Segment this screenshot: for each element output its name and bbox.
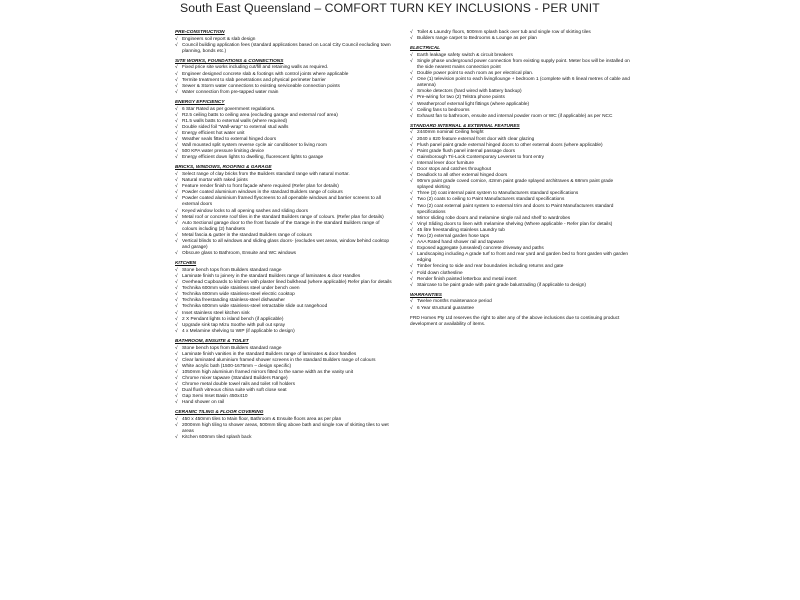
tick-icon: √ xyxy=(175,251,178,257)
section-heading: PRE-CONSTRUCTION xyxy=(175,30,225,35)
item-text: Weatherproof external light fittings (where applicable) xyxy=(417,101,530,107)
tick-icon: √ xyxy=(175,77,178,83)
tick-icon: √ xyxy=(410,179,413,185)
item-text: Earth leakage safety switch & circuit breakers xyxy=(417,52,513,58)
tick-icon: √ xyxy=(175,273,178,279)
section-heading: KITCHEN xyxy=(175,261,197,267)
tick-icon: √ xyxy=(410,101,413,107)
section-heading: ENERGY EFFICIENCY xyxy=(175,99,225,105)
tick-icon: √ xyxy=(175,143,178,149)
tick-icon: √ xyxy=(175,190,178,196)
list-item xyxy=(410,77,630,89)
right-column xyxy=(410,30,630,328)
tick-icon: √ xyxy=(175,89,178,95)
item-text: Mirror sliding robe doors and melamine single rail and shelf to wardrobes xyxy=(417,215,571,221)
item-text: Single phase underground power connection from existing supply point. Meter box will be installed on the side nearest mains connection point xyxy=(417,58,630,70)
tick-icon: √ xyxy=(175,322,178,328)
tick-icon: √ xyxy=(410,136,413,142)
tick-icon: √ xyxy=(410,52,413,58)
item-text: Render finish painted letterbox and metal insert xyxy=(417,276,517,282)
item-text: Exhaust fan to bathroom, ensuite and internal powder room or WC (if applicable) as per NCC xyxy=(417,113,613,119)
tick-icon: √ xyxy=(175,178,178,184)
item-text: Internal lever door furniture xyxy=(417,160,475,166)
item-text: Inset stainless steel kitchen sink xyxy=(182,310,250,316)
tick-icon: √ xyxy=(410,95,413,101)
item-text: Landscaping including A grade turf to front and rear yard and garden bed to front garden with garden edging xyxy=(417,252,628,264)
item-text: Select range of clay bricks from the Builders standard range with natural mortar. xyxy=(182,171,350,177)
tick-icon: √ xyxy=(175,292,178,298)
item-text: Water connection from pre-tapped water main xyxy=(182,89,279,95)
tick-icon: √ xyxy=(410,77,413,83)
item-text: Obscure glass to Bathroom, Ensuite and WC windows xyxy=(182,251,297,257)
tick-icon: √ xyxy=(175,149,178,155)
item-text: Stone bench tops from Builders standard range xyxy=(182,267,282,273)
tick-icon: √ xyxy=(175,280,178,286)
section-heading: STANDARD INTERNAL & EXTERNAL FEATURES xyxy=(410,123,520,129)
section-bathroom-ensuite-and-toilet xyxy=(175,339,395,407)
tick-icon: √ xyxy=(175,400,178,406)
disclaimer: FRD Homes Pty Ltd reserves the right to alter any of the above inclusions due to continuing product development or availability of items. xyxy=(410,315,620,327)
item-text: Exposed aggregate (unsealed) concrete driveway and paths xyxy=(417,246,544,252)
item-text: Engineer designed concrete slab & footings with control joints where applicable xyxy=(182,71,349,77)
tick-icon: √ xyxy=(175,137,178,142)
tick-icon: √ xyxy=(175,71,178,77)
item-text: Builders range carpet to Bedrooms & Lounge as per plan xyxy=(417,36,537,42)
tick-icon: √ xyxy=(410,276,413,282)
tick-icon: √ xyxy=(175,155,178,161)
tiling-continued xyxy=(410,30,630,42)
tick-icon: √ xyxy=(175,351,178,357)
section-heading: CERAMIC TILING & FLOOR COVERING xyxy=(175,410,264,416)
list-item xyxy=(175,329,395,335)
tick-icon: √ xyxy=(410,166,413,172)
list-item xyxy=(175,155,395,161)
tick-icon: √ xyxy=(175,388,178,394)
item-text: Pre-wiring for two (2) Telstra phone points xyxy=(417,95,505,101)
right-sections xyxy=(410,46,630,311)
item-text: Vinyl Sliding doors to linen with melamine shelving (Where applicable - Refer plan for details) xyxy=(417,221,613,227)
tick-icon: √ xyxy=(175,328,178,334)
tick-icon: √ xyxy=(410,264,413,270)
item-text: Paint grade flush panel internal passage doors xyxy=(417,148,515,154)
item-text: Fold down clothesline xyxy=(417,270,463,276)
item-text: Deadlock to all other external hinged doors xyxy=(417,173,508,179)
section-site-works-foundations-and-connections xyxy=(175,59,395,96)
tick-icon: √ xyxy=(175,112,178,118)
tick-icon: √ xyxy=(175,382,178,388)
tick-icon: √ xyxy=(410,270,413,276)
list-item xyxy=(175,43,395,55)
item-text: Three (3) coat internal paint system to Manufacturers standard specifications xyxy=(417,191,579,197)
item-text: Timber fencing to side and rear boundaries including returns and gate xyxy=(417,264,564,270)
item-text: Chrome metal double towel rails and toilet roll holders xyxy=(182,382,296,388)
list-item xyxy=(175,400,395,406)
item-text: Door stops and catches throughout xyxy=(417,166,491,172)
tick-icon: √ xyxy=(175,363,178,369)
page-title: South East Queensland – COMFORT TURN KEY INCLUSIONS - PER UNIT xyxy=(180,1,600,15)
list-item xyxy=(175,239,395,251)
tick-icon: √ xyxy=(175,83,178,89)
tick-icon: √ xyxy=(175,65,178,71)
item-text: Energy efficient hot water unit xyxy=(182,130,245,136)
section-bricks-windows-roofing-and-garage xyxy=(175,165,395,257)
item-text: 2440mm nominal Ceiling height xyxy=(417,130,484,136)
list-item xyxy=(410,36,630,42)
list-item xyxy=(410,283,630,289)
item-text: Feature render finish to front façade where required (Refer plan for details) xyxy=(182,184,339,190)
list-item xyxy=(410,204,630,216)
item-text: Laminate finish vanities in the standard Builders range of laminates & door handles xyxy=(182,351,357,357)
list-item xyxy=(175,423,395,435)
list-item xyxy=(410,306,630,312)
list-item xyxy=(175,90,395,96)
item-text: Auto Sectional garage door to the front facade of the Garage in the standard Builders range of colours including (2) handsets xyxy=(182,220,380,232)
item-text: Technika 600mm wide stainless-steel electric cooktop xyxy=(182,292,295,298)
tick-icon: √ xyxy=(175,124,178,130)
section-heading: SITE WORKS, FOUNDATIONS & CONNECTIONS xyxy=(175,58,284,64)
tick-icon: √ xyxy=(410,215,413,221)
tick-icon: √ xyxy=(175,214,178,220)
tick-icon: √ xyxy=(410,305,413,311)
tick-icon: √ xyxy=(410,203,413,209)
tick-icon: √ xyxy=(175,118,178,124)
item-text: R2.5 ceiling batts to ceiling area (excluding garage and external roof area) xyxy=(182,112,338,118)
item-text: 500 KPA water pressure limiting device xyxy=(182,149,265,155)
item-text: Ceiling fans to bedrooms xyxy=(417,107,470,113)
list-item xyxy=(175,251,395,257)
tick-icon: √ xyxy=(175,42,178,48)
section-energy-efficiency xyxy=(175,100,395,161)
item-text: Weather seals fitted to external hinged doors xyxy=(182,137,277,142)
tick-icon: √ xyxy=(175,267,178,273)
tick-icon: √ xyxy=(410,107,413,113)
tick-icon: √ xyxy=(175,232,178,238)
item-text: 6 Year structural guarantee xyxy=(417,305,475,311)
tick-icon: √ xyxy=(175,286,178,292)
section-heading: BATHROOM, ENSUITE & TOILET xyxy=(175,338,249,344)
tick-icon: √ xyxy=(410,240,413,246)
tick-icon: √ xyxy=(175,239,178,244)
item-text: 45 litre freestanding stainless Laundry tub xyxy=(417,227,505,233)
tick-icon: √ xyxy=(175,417,178,423)
list-item xyxy=(410,59,630,71)
tick-icon: √ xyxy=(410,252,413,258)
section-electrical xyxy=(410,46,630,120)
item-text: Upgrade sink tap Mizu Soothe with pull out spray xyxy=(182,322,285,328)
tick-icon: √ xyxy=(175,298,178,304)
item-text: White acrylic bath (1500-1675mm – design specific) xyxy=(182,363,292,369)
list-item xyxy=(410,252,630,264)
tick-icon: √ xyxy=(410,58,413,64)
section-pre-construction xyxy=(175,30,395,55)
section-warranties xyxy=(410,293,630,312)
item-text: Wall mounted split system reverse cycle air conditioner to living room xyxy=(182,143,328,149)
tick-icon: √ xyxy=(175,316,178,322)
item-text: Chrome mixer tapware (Standard Builders Range) xyxy=(182,375,288,381)
tick-icon: √ xyxy=(410,197,413,203)
tick-icon: √ xyxy=(410,227,413,233)
item-text: Two (2) coat external paint system to external trim and doors to Paint Manufacturers standard specifications xyxy=(417,203,614,215)
item-text: Technika 600mm wide stainless-steel retractable slide out rangehood xyxy=(182,304,328,310)
tick-icon: √ xyxy=(410,246,413,252)
item-text: Dual flush vitreous china suite with soft close seat xyxy=(182,388,287,394)
item-text: Flush panel paint grade external hinged doors to other external doors (where applicable) xyxy=(417,142,603,148)
section-kitchen xyxy=(175,261,395,335)
list-item xyxy=(410,114,630,120)
list-item xyxy=(410,179,630,191)
tick-icon: √ xyxy=(410,89,413,95)
tick-icon: √ xyxy=(175,435,178,441)
item-text: Engineers soil report & slab design xyxy=(182,36,256,42)
tick-icon: √ xyxy=(175,106,178,112)
item-text: Keyed window locks to all opening sashes and sliding doors xyxy=(182,208,308,214)
item-text: Stone bench tops from Builders standard range xyxy=(182,345,282,351)
item-text: Fixed price site works including cut/fill and retaining walls as required. xyxy=(182,65,329,71)
item-text: 2040 x 820 feature external front door with clear glazing xyxy=(417,136,535,142)
item-text: Council building application fees (standard applications based on Local City Council excluding town planning, bonds etc.) xyxy=(182,42,391,54)
section-heading: BRICKS, WINDOWS, ROOFING & GARAGE xyxy=(175,165,272,171)
tick-icon: √ xyxy=(175,357,178,363)
tick-icon: √ xyxy=(410,142,413,148)
item-text: 2000mm high tiling to shower areas, 500mm tiling above bath and single row of skirting tiles to wet areas xyxy=(182,423,389,435)
list-item xyxy=(175,196,395,208)
item-text: Kitchen 600mm tiled splash back xyxy=(182,435,252,441)
item-text: Hand shower on rail xyxy=(182,400,225,406)
tick-icon: √ xyxy=(410,160,413,166)
tick-icon: √ xyxy=(175,171,178,177)
item-text: Laminate finish to joinery in the standard Builders range of laminates & door Handles xyxy=(182,273,361,279)
tick-icon: √ xyxy=(175,369,178,375)
item-text: Toilet & Laundry floors, 500mm splash back over tub and single row of skirting tiles xyxy=(417,30,591,35)
item-text: 6 Star Rated as per government regulations. xyxy=(182,106,276,112)
item-text: Clear laminated aluminium framed shower screens in the standard Builders range of colours xyxy=(182,357,376,363)
tick-icon: √ xyxy=(410,71,413,77)
tick-icon: √ xyxy=(175,345,178,351)
left-column xyxy=(175,30,395,445)
tick-icon: √ xyxy=(410,30,413,35)
tick-icon: √ xyxy=(410,36,413,42)
tick-icon: √ xyxy=(410,282,413,288)
item-text: Technika freestanding stainless-steel dishwasher xyxy=(182,298,285,304)
tick-icon: √ xyxy=(410,299,413,305)
section-standard-internal-and-external-features xyxy=(410,124,630,289)
item-text: One (1) television point to each living/lounge + bedroom 1 (complete with 6 lineal metres of cable and antenna) xyxy=(417,77,630,89)
tick-icon: √ xyxy=(175,220,178,226)
item-text: Termite treatment to slab penetrations and physical perimeter barrier xyxy=(182,77,326,83)
tick-icon: √ xyxy=(175,394,178,400)
item-text: Staircase to be paint grade with paint grade balustrading (if applicable to design) xyxy=(417,282,586,288)
item-text: Metal fascia & gutter in the standard Builders range of colours xyxy=(182,232,312,238)
tick-icon: √ xyxy=(410,173,413,179)
tick-icon: √ xyxy=(175,423,178,429)
item-text: 2 X Pendant lights to island bench (if applicable) xyxy=(182,316,284,322)
item-text: Metal roof or concrete roof tiles in the standard Builders range of colours. (Refer plan for details) xyxy=(182,214,384,220)
tick-icon: √ xyxy=(410,130,413,136)
item-text: Two (2) coats to ceiling to Paint Manufacturers standard specifications xyxy=(417,197,565,203)
tick-icon: √ xyxy=(175,208,178,214)
item-text: Natural mortar with raked joints xyxy=(182,178,248,184)
tick-icon: √ xyxy=(175,310,178,316)
item-text: Powder coated aluminium windows in the standard Builders range of colours xyxy=(182,190,343,196)
item-text: Smoke detectors (hard wired with battery backup) xyxy=(417,89,522,95)
item-text: 1050mm high aluminium framed mirrors fitted to the same width as the vanity unit xyxy=(182,369,354,375)
item-text: Two (2) external garden hose taps xyxy=(417,234,490,239)
tick-icon: √ xyxy=(410,191,413,197)
section-heading: WARRANTIES xyxy=(410,292,442,298)
item-text: Sewer & Storm water connections to existing serviceable connection points xyxy=(182,83,340,89)
tick-icon: √ xyxy=(410,113,413,119)
list-item xyxy=(175,435,395,441)
item-text: 90mm paint grade coved cornice, 42mm paint grade splayed architraves & 68mm paint grade splayed skirting xyxy=(417,179,614,191)
item-text: AAA Rated hand shower rail and tapware xyxy=(417,240,504,246)
item-text: Double power point to each room as per electrical plan. xyxy=(417,71,534,77)
tick-icon: √ xyxy=(410,154,413,160)
item-text: Powder coated aluminium framed flyscreens to all openable windows and barrier screens to all external doors xyxy=(182,196,381,208)
list-item xyxy=(175,221,395,233)
section-ceramic-tiling-and-floor-covering xyxy=(175,410,395,441)
item-text: Twelve months maintenance period xyxy=(417,299,492,305)
item-text: Technika 600mm wide stainless steel under bench oven xyxy=(182,286,300,292)
tick-icon: √ xyxy=(410,148,413,154)
tick-icon: √ xyxy=(175,196,178,202)
item-text: 450 x 450mm tiles to Main floor, Bathroom & Ensuite floors area as per plan xyxy=(182,417,342,423)
tick-icon: √ xyxy=(175,375,178,381)
item-text: Double sided foil "Wall-wrap" to external stud walls xyxy=(182,124,289,130)
item-text: 4 x Melamine shelving to WIP (if applicable to design) xyxy=(182,328,295,334)
tick-icon: √ xyxy=(175,184,178,190)
tick-icon: √ xyxy=(175,36,178,42)
tick-icon: √ xyxy=(410,221,413,227)
item-text: Gainsborough Tri-Lock Contemporary Leverset to front entry xyxy=(417,154,544,160)
item-text: Overhead Cupboards to kitchen with plaster lined bulkhead (where applicable) Refer plan for details xyxy=(182,280,392,286)
tick-icon: √ xyxy=(410,234,413,239)
item-text: Vertical blinds to all windows and sliding glass doors- (excludes wet areas, window behind cooktop and garage) xyxy=(182,239,390,251)
tick-icon: √ xyxy=(175,304,178,310)
tick-icon: √ xyxy=(175,130,178,136)
item-text: Gap Semi Inset Basin 450x410 xyxy=(182,394,248,400)
item-text: R1.5 walls batts to external walls (where required) xyxy=(182,118,288,124)
item-text: Energy efficient down lights to dwelling, fluorescent lights to garage xyxy=(182,155,324,161)
section-heading: ELECTRICAL xyxy=(410,46,441,52)
